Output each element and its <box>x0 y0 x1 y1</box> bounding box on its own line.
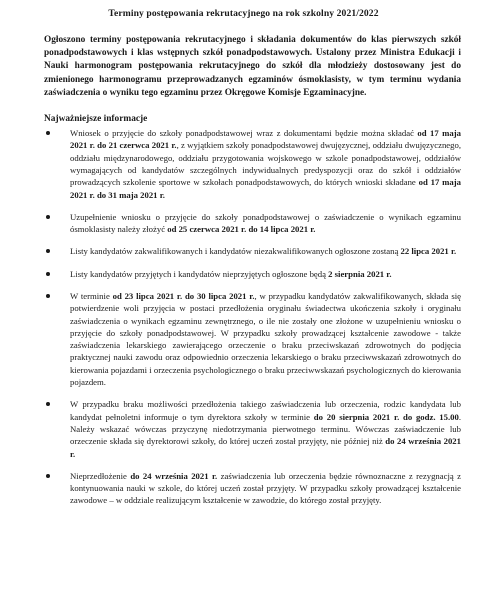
list-item <box>26 211 461 236</box>
list-item <box>26 268 461 280</box>
list-item-text: Nieprzedłożenie <box>70 470 131 481</box>
bullet-icon <box>46 272 50 276</box>
emphasized-date: do 20 sierpnia 2021 r. do godz. 15.00 <box>313 411 459 422</box>
document-title: Terminy postępowania rekrutacyjnego na rok szkolny 2021/2022 <box>108 8 379 19</box>
list-item-text: Wniosek o przyjęcie do szkoły ponadpodstawowej wraz z dokumentami będzie można składać <box>70 128 418 139</box>
list-item-text: Listy kandydatów zakwalifikowanych i kandydatów niezakwalifikowanych ogłoszone zostaną <box>70 246 401 257</box>
emphasized-date: od 17 maja 2021 r. do 31 maja 2021 r. <box>70 177 462 200</box>
bullet-icon <box>46 294 50 298</box>
list-item-text: zaświadczenia lub orzeczenia będzie równoznaczne z rezygnacją z kontynuowania nauki w szkole, do której uczeń został przyjęty. W przypadku szkoły prowadzącej kształcenie zawodowe – w oddziale realizującym kształcenie w zawodzie, do którego został przyjęty. <box>70 470 461 506</box>
intro-paragraph: Ogłoszono terminy postępowania rekrutacyjnego i składania dokumentów do klas pierwszych szkół ponadpodstawowych i klas wstępnych szkół ponadpodstawowych. Ustalony przez Ministra Edukacji i Nauki harmonogram postępowania rekrutacyjnego do szkół dla młodzieży dostosowany jest do zmienionego harmonogramu przeprowadzanych egzaminów ósmoklasisty, w tym terminu wydania zaświadczenia o wyniku tego egzaminu przez Okręgowe Komisje Egzaminacyjne. <box>44 35 461 98</box>
list-item <box>26 127 461 201</box>
list-item-text: Listy kandydatów przyjętych i kandydatów nieprzyjętych ogłoszone będą <box>70 268 329 279</box>
emphasized-date: od 17 maja 2021 r. do 21 czerwca 2021 r. <box>70 128 461 151</box>
list-item-text: , z wyjątkiem szkoły ponadpodstawowej dwujęzycznej, oddziału dwujęzycznego, oddziału międzynarodowego, oddziału przygotowania wojskowego w szkole ponadpodstawowej, oddziałów wymagających od kandydatów szczególnych indywidualnych predyspozycji oraz do szkół i oddziałów prowadzących szkolenie sportowe w szkołach ponadpodstawowych, do których wnioski składane <box>70 140 462 188</box>
bullet-icon <box>46 249 50 253</box>
info-list <box>26 127 461 507</box>
bullet-icon <box>46 215 50 219</box>
list-item-text: Uzupełnienie wniosku o przyjęcie do szkoły ponadpodstawowej o zaświadczenie o wynikach egzaminu ósmoklasisty należy złożyć <box>70 211 461 235</box>
bullet-icon <box>46 474 50 478</box>
list-item <box>26 398 461 459</box>
list-item-text: , w przypadku kandydatów zakwalifikowanych, składa się potwierdzenie woli przyjęcia w postaci przedłożenia oryginału świadectwa ukończenia szkoły i oryginału zaświadczenia o wynikach egzaminu zewnętrznego, o ile nie zostały one złożone w uzupełnieniu wniosku o przyjęcie do szkoły ponadpodstawowej. W przypadku szkoły prowadzącej kształcenie zawodowe - także zaświadczenia lekarskiego zawierającego orzeczenie o braku przeciwskazań zdrowotnych do podjęcia praktycznej nauki zawodu oraz odpowiednio orzeczenia lekarskiego o braku przeciwwskazań zdrowotnych do kierowania pojazdami i orzeczenia psychologicznego o braku przeciwwskazań psychologicznych do kierowania pojazdem. <box>70 290 461 388</box>
emphasized-date: do 24 września 2021 r. <box>70 436 461 459</box>
list-item <box>26 470 461 507</box>
list-item-text: W przypadku braku możliwości przedłożenia takiego zaświadczenia lub orzeczenia, rodzic kandydata lub kandydat pełnoletni informuje o tym dyrektora szkoły w terminie <box>70 399 461 422</box>
list-item <box>26 290 461 388</box>
bullet-icon <box>46 131 50 135</box>
emphasized-date: 22 lipca 2021 r. <box>400 246 457 257</box>
section-heading: Najważniejsze informacje <box>44 114 148 125</box>
list-item-text: W terminie <box>70 290 113 301</box>
list-item-text: . Należy wskazać wówczas przyczynę niedotrzymania pierwotnego terminu. Wówczas zaświadczenie lub orzeczenie składa się dyrektorowi szkoły, do której uczeń został przyjęty, nie później niż <box>70 411 461 447</box>
list-item <box>26 245 461 257</box>
bullet-icon <box>46 402 50 406</box>
emphasized-date: od 23 lipca 2021 r. do 30 lipca 2021 r. <box>112 290 255 301</box>
emphasized-date: 2 sierpnia 2021 r. <box>328 268 392 279</box>
emphasized-date: do 24 września 2021 r. <box>130 470 218 481</box>
emphasized-date: od 25 czerwca 2021 r. do 14 lipca 2021 r. <box>167 224 316 235</box>
